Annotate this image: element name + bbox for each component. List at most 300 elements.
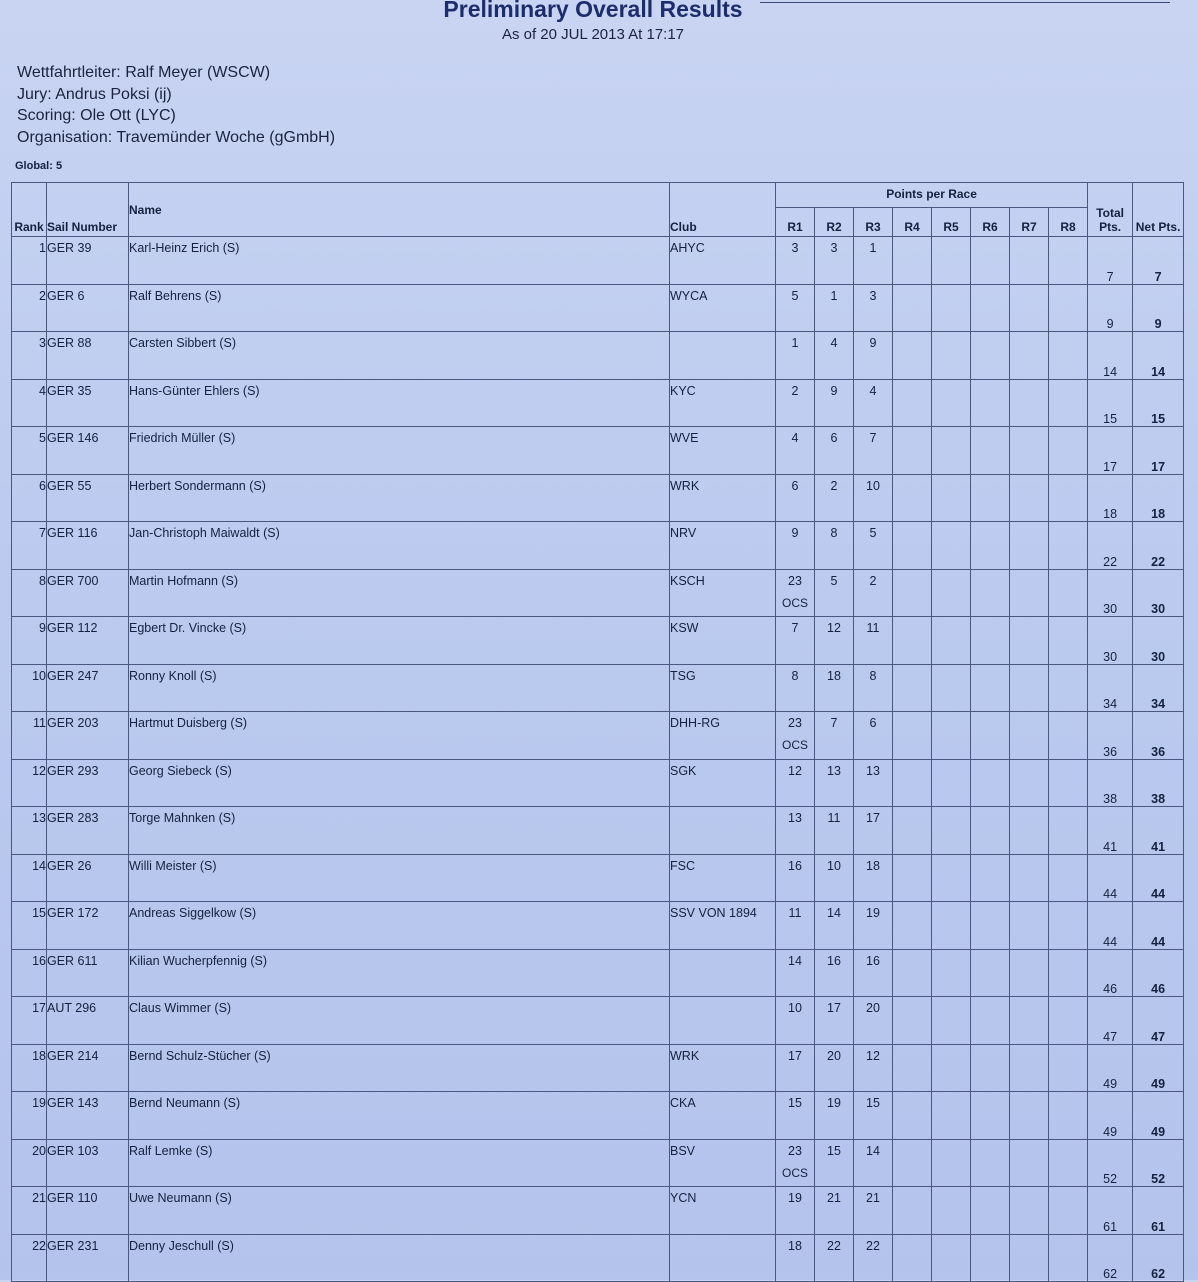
net-points-cell: 52 [1133,1139,1184,1187]
race-1-penalty-code: OCS [781,1165,808,1180]
official-scoring: Scoring: Ole Ott (LYC) [17,107,176,124]
race-5-cell [932,379,971,427]
sail-number-cell: GER 203 [47,712,129,760]
total-points-cell: 15 [1088,379,1133,427]
sailor-name-cell: Carsten Sibbert (S) [129,332,670,380]
header-sail-number: Sail Number [47,183,129,237]
rank-cell: 11 [12,712,47,760]
net-points-cell: 62 [1133,1234,1184,1282]
race-5-cell [932,1187,971,1235]
race-3-cell: 2 [854,569,893,617]
race-8-cell [1049,807,1088,855]
club-cell: NRV [670,522,776,570]
race-1-points: 17 [788,1048,802,1063]
rank-cell: 9 [12,617,47,665]
race-6-cell [971,1044,1010,1092]
race-8-cell [1049,1234,1088,1282]
sail-number-cell: GER 110 [47,1187,129,1235]
table-row [12,569,1184,617]
total-points-cell: 30 [1088,569,1133,617]
race-6-cell [971,1234,1010,1282]
club-cell: WVE [670,427,776,475]
race-6-cell [971,427,1010,475]
race-7-cell [1010,854,1049,902]
race-1-points: 6 [791,478,799,493]
race-5-cell [932,1092,971,1140]
race-7-cell [1010,427,1049,475]
race-1-points: 11 [788,906,802,920]
race-1-cell [776,1187,815,1235]
rank-cell: 19 [12,1092,47,1140]
race-2-cell: 20 [815,1044,854,1092]
race-2-cell: 7 [815,712,854,760]
table-row [12,332,1184,380]
race-2-cell: 13 [815,759,854,807]
race-5-cell [932,1234,971,1282]
net-points-cell: 49 [1133,1092,1184,1140]
race-6-cell [971,1139,1010,1187]
race-3-cell: 3 [854,284,893,332]
sail-number-cell: GER 143 [47,1092,129,1140]
race-8-cell [1049,617,1088,665]
sail-number-cell: GER 700 [47,569,129,617]
race-1-cell [776,997,815,1045]
sailor-name-cell: Kilian Wucherpfennig (S) [129,949,670,997]
sailor-name-cell: Ralf Behrens (S) [129,284,670,332]
race-1-cell [776,569,815,617]
race-1-cell [776,664,815,712]
table-row [12,617,1184,665]
race-5-cell [932,522,971,570]
sail-number-cell: GER 146 [47,427,129,475]
race-8-cell [1049,237,1088,285]
race-8-cell [1049,712,1088,760]
net-points-cell: 46 [1133,949,1184,997]
total-points-cell: 38 [1088,759,1133,807]
race-1-cell [776,759,815,807]
race-2-cell: 10 [815,854,854,902]
sailor-name-cell: Ralf Lemke (S) [129,1139,670,1187]
race-3-cell: 4 [854,379,893,427]
race-8-cell [1049,1139,1088,1187]
page-title: Preliminary Overall Results [443,0,743,22]
race-6-cell [971,759,1010,807]
race-1-cell [776,522,815,570]
race-2-cell: 15 [815,1139,854,1187]
table-row [12,1139,1184,1187]
race-4-cell [893,854,932,902]
net-points-cell: 34 [1133,664,1184,712]
race-4-cell [893,1044,932,1092]
total-points-cell: 14 [1088,332,1133,380]
total-points-cell: 61 [1088,1187,1133,1235]
race-2-cell: 16 [815,949,854,997]
race-4-cell [893,427,932,475]
club-cell: WRK [670,474,776,522]
total-points-cell: 17 [1088,427,1133,475]
club-cell: SGK [670,759,776,807]
rank-cell: 17 [12,997,47,1045]
race-4-cell [893,712,932,760]
race-6-cell [971,854,1010,902]
race-1-cell [776,807,815,855]
race-5-cell [932,569,971,617]
table-row [12,1044,1184,1092]
race-1-cell [776,617,815,665]
race-4-cell [893,474,932,522]
official-race-officer: Wettfahrtleiter: Ralf Meyer (WSCW) [17,64,271,81]
rank-cell: 5 [12,427,47,475]
race-2-cell: 3 [815,237,854,285]
net-points-cell: 41 [1133,807,1184,855]
club-cell: WRK [670,1044,776,1092]
header-net-points: Net Pts. [1133,183,1184,237]
total-points-cell: 41 [1088,807,1133,855]
total-points-cell: 36 [1088,712,1133,760]
header-race-7: R7 [1010,208,1049,237]
sailor-name-cell: Herbert Sondermann (S) [129,474,670,522]
total-points-cell: 47 [1088,997,1133,1045]
table-row [12,807,1184,855]
rank-cell: 21 [12,1187,47,1235]
race-1-cell [776,902,815,950]
race-1-points: 1 [791,336,799,350]
race-4-cell [893,997,932,1045]
race-1-points: 12 [788,763,802,778]
race-8-cell [1049,427,1088,475]
race-8-cell [1049,522,1088,570]
race-2-cell: 4 [815,332,854,380]
net-points-cell: 49 [1133,1044,1184,1092]
sailor-name-cell: Uwe Neumann (S) [129,1187,670,1235]
race-4-cell [893,284,932,332]
club-cell: FSC [670,854,776,902]
table-row [12,379,1184,427]
sailor-name-cell: Torge Mahnken (S) [129,807,670,855]
sailor-name-cell: Bernd Neumann (S) [129,1092,670,1140]
sailor-name-cell: Egbert Dr. Vincke (S) [129,617,670,665]
race-1-cell [776,1139,815,1187]
sail-number-cell: GER 231 [47,1234,129,1282]
race-1-cell [776,1092,815,1140]
net-points-cell: 61 [1133,1187,1184,1235]
race-1-cell [776,1044,815,1092]
table-row [12,1092,1184,1140]
race-5-cell [932,284,971,332]
race-1-points: 18 [788,1238,802,1253]
header-race-6: R6 [971,208,1010,237]
race-7-cell [1010,1234,1049,1282]
rank-cell: 22 [12,1234,47,1282]
sailor-name-cell: Willi Meister (S) [129,854,670,902]
race-7-cell [1010,332,1049,380]
race-5-cell [932,807,971,855]
global-label: Global: 5 [15,160,63,172]
race-1-cell [776,854,815,902]
race-5-cell [932,712,971,760]
race-7-cell [1010,1187,1049,1235]
race-6-cell [971,1092,1010,1140]
net-points-cell: 30 [1133,569,1184,617]
page-subtitle: As of 20 JUL 2013 At 17:17 [501,26,685,43]
race-3-cell: 6 [854,712,893,760]
race-5-cell [932,474,971,522]
club-cell [670,949,776,997]
net-points-cell: 30 [1133,617,1184,665]
sail-number-cell: GER 6 [47,284,129,332]
race-6-cell [971,379,1010,427]
race-4-cell [893,237,932,285]
race-2-cell: 11 [815,807,854,855]
race-1-cell [776,1234,815,1282]
race-7-cell [1010,569,1049,617]
race-4-cell [893,1092,932,1140]
race-5-cell [932,664,971,712]
race-7-cell [1010,807,1049,855]
race-5-cell [932,949,971,997]
race-1-points: 2 [791,383,799,398]
race-7-cell [1010,759,1049,807]
header-race-5: R5 [932,208,971,237]
race-1-points: 9 [791,526,799,540]
sail-number-cell: GER 88 [47,332,129,380]
race-1-cell [776,474,815,522]
race-1-points: 23 [788,573,802,588]
rank-cell: 7 [12,522,47,570]
race-6-cell [971,617,1010,665]
race-7-cell [1010,712,1049,760]
race-5-cell [932,997,971,1045]
race-8-cell [1049,379,1088,427]
race-4-cell [893,664,932,712]
race-3-cell: 22 [854,1234,893,1282]
table-row [12,712,1184,760]
total-points-cell: 30 [1088,617,1133,665]
total-points-cell: 18 [1088,474,1133,522]
race-4-cell [893,332,932,380]
race-2-cell: 6 [815,427,854,475]
net-points-cell: 44 [1133,902,1184,950]
race-1-points: 4 [791,431,799,445]
net-points-cell: 47 [1133,997,1184,1045]
sailor-name-cell: Jan-Christoph Maiwaldt (S) [129,522,670,570]
race-1-points: 19 [788,1191,802,1205]
rank-cell: 8 [12,569,47,617]
header-race-4: R4 [893,208,932,237]
table-row [12,854,1184,902]
race-4-cell [893,1139,932,1187]
total-points-cell: 49 [1088,1044,1133,1092]
total-points-cell: 9 [1088,284,1133,332]
officials-block [17,62,335,148]
race-7-cell [1010,522,1049,570]
race-4-cell [893,807,932,855]
race-4-cell [893,569,932,617]
race-1-points: 16 [788,858,802,873]
table-row [12,427,1184,475]
net-points-cell: 14 [1133,332,1184,380]
race-2-cell: 8 [815,522,854,570]
race-3-cell: 14 [854,1139,893,1187]
race-7-cell [1010,949,1049,997]
sailor-name-cell: Hartmut Duisberg (S) [129,712,670,760]
race-8-cell [1049,474,1088,522]
race-2-cell: 5 [815,569,854,617]
race-4-cell [893,617,932,665]
race-7-cell [1010,664,1049,712]
race-3-cell: 1 [854,237,893,285]
table-row [12,1234,1184,1282]
sail-number-cell: GER 103 [47,1139,129,1187]
sail-number-cell: GER 293 [47,759,129,807]
race-1-points: 10 [788,1001,802,1015]
race-7-cell [1010,902,1049,950]
race-3-cell: 21 [854,1187,893,1235]
race-1-penalty-code: OCS [781,595,808,610]
race-5-cell [932,332,971,380]
club-cell: WYCA [670,284,776,332]
rank-cell: 16 [12,949,47,997]
race-6-cell [971,807,1010,855]
race-6-cell [971,569,1010,617]
race-8-cell [1049,1044,1088,1092]
race-5-cell [932,617,971,665]
race-7-cell [1010,1044,1049,1092]
race-2-cell: 14 [815,902,854,950]
race-7-cell [1010,1092,1049,1140]
sailor-name-cell: Bernd Schulz-Stücher (S) [129,1044,670,1092]
sailor-name-cell: Denny Jeschull (S) [129,1234,670,1282]
race-6-cell [971,1187,1010,1235]
race-2-cell: 12 [815,617,854,665]
table-row [12,237,1184,285]
header-total-points: Total Pts. [1088,183,1133,237]
race-7-cell [1010,474,1049,522]
race-2-cell: 1 [815,284,854,332]
net-points-cell: 44 [1133,854,1184,902]
total-points-cell: 52 [1088,1139,1133,1187]
race-3-cell: 20 [854,997,893,1045]
net-points-cell: 22 [1133,522,1184,570]
table-row [12,1187,1184,1235]
race-4-cell [893,949,932,997]
total-points-cell: 44 [1088,902,1133,950]
header-points-per-race: Points per Race [776,183,1088,208]
total-points-cell: 62 [1088,1234,1133,1282]
race-3-cell: 19 [854,902,893,950]
sail-number-cell: GER 247 [47,664,129,712]
race-3-cell: 16 [854,949,893,997]
race-6-cell [971,664,1010,712]
rank-cell: 15 [12,902,47,950]
race-8-cell [1049,997,1088,1045]
race-3-cell: 11 [854,617,893,665]
race-8-cell [1049,664,1088,712]
race-3-cell: 17 [854,807,893,855]
race-8-cell [1049,759,1088,807]
header-race-8: R8 [1049,208,1088,237]
rank-cell: 10 [12,664,47,712]
race-3-cell: 5 [854,522,893,570]
sail-number-cell: GER 611 [47,949,129,997]
race-3-cell: 12 [854,1044,893,1092]
table-row [12,474,1184,522]
sail-number-cell: GER 39 [47,237,129,285]
table-row [12,759,1184,807]
header-race-2: R2 [815,208,854,237]
total-points-cell: 22 [1088,522,1133,570]
rank-cell: 20 [12,1139,47,1187]
race-1-points: 15 [788,1096,802,1110]
net-points-cell: 36 [1133,712,1184,760]
sail-number-cell: GER 55 [47,474,129,522]
sail-number-cell: GER 112 [47,617,129,665]
total-points-cell: 46 [1088,949,1133,997]
total-points-cell: 34 [1088,664,1133,712]
table-row [12,522,1184,570]
race-6-cell [971,902,1010,950]
race-3-cell: 7 [854,427,893,475]
race-7-cell [1010,617,1049,665]
club-cell: KSW [670,617,776,665]
race-3-cell: 18 [854,854,893,902]
official-organisation: Organisation: Travemünder Woche (gGmbH) [17,128,336,146]
race-2-cell: 18 [815,664,854,712]
race-2-cell: 2 [815,474,854,522]
rank-cell: 2 [12,284,47,332]
sail-number-cell: AUT 296 [47,997,129,1045]
race-7-cell [1010,1139,1049,1187]
sailor-name-cell: Georg Siebeck (S) [129,759,670,807]
club-cell: KYC [670,379,776,427]
sailor-name-cell: Claus Wimmer (S) [129,997,670,1045]
sailor-name-cell: Martin Hofmann (S) [129,569,670,617]
race-4-cell [893,1187,932,1235]
race-5-cell [932,759,971,807]
sail-number-cell: GER 26 [47,854,129,902]
race-3-cell: 15 [854,1092,893,1140]
rank-cell: 14 [12,854,47,902]
club-cell: KSCH [670,569,776,617]
race-2-cell: 21 [815,1187,854,1235]
race-1-cell [776,237,815,285]
total-points-cell: 44 [1088,854,1133,902]
race-5-cell [932,902,971,950]
total-points-cell: 49 [1088,1092,1133,1140]
race-1-points: 3 [791,241,799,255]
race-7-cell [1010,997,1049,1045]
race-6-cell [971,712,1010,760]
table-row [12,284,1184,332]
sailor-name-cell: Karl-Heinz Erich (S) [129,237,670,285]
net-points-cell: 7 [1133,237,1184,285]
sail-number-cell: GER 172 [47,902,129,950]
race-4-cell [893,1234,932,1282]
net-points-cell: 15 [1133,379,1184,427]
club-cell [670,332,776,380]
race-4-cell [893,522,932,570]
race-3-cell: 8 [854,664,893,712]
sailor-name-cell: Hans-Günter Ehlers (S) [129,379,670,427]
race-5-cell [932,1139,971,1187]
race-2-cell: 19 [815,1092,854,1140]
race-6-cell [971,949,1010,997]
total-points-cell: 7 [1088,237,1133,285]
club-cell [670,807,776,855]
race-4-cell [893,759,932,807]
race-1-points: 14 [788,953,802,968]
race-1-cell [776,284,815,332]
